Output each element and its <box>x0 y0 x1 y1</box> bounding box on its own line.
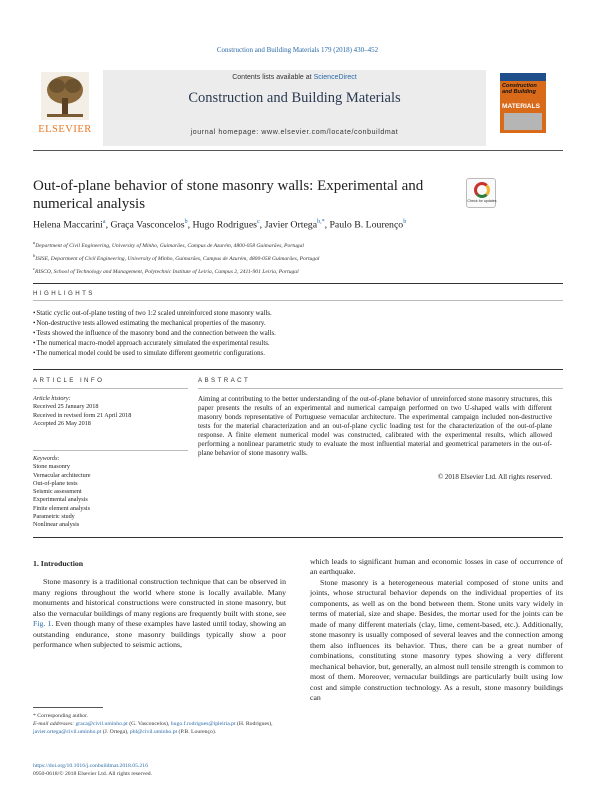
affiliation <box>33 238 553 251</box>
keyword: Experimental analysis <box>33 496 88 504</box>
keyword: Out-of-plane tests <box>33 479 78 487</box>
cover-title-line-1: Construction <box>502 83 537 89</box>
affiliation-marker: a <box>33 240 36 245</box>
author-name[interactable]: Paulo B. Lourenço <box>329 219 404 231</box>
elsevier-logo <box>33 70 97 146</box>
masthead <box>33 70 563 148</box>
check-for-updates-badge[interactable] <box>466 178 496 208</box>
author-affiliation-marker[interactable]: b <box>184 219 188 225</box>
keywords-rule <box>33 450 188 451</box>
abstract-text: Aiming at contributing to the better understanding of the out-of-plane behavior of unreinforced stone masonry structures, this paper presents the results of an experimental and numerical campaign performed on two U-shaped walls with different masonry bonds representative of Portuguese vernacular architecture. The experimental campaign included non-destructive tests for the material characterization and an out-of-plane cyclic loading test for the characterization of the out-of-plane response. A finite element numerical model was constructed, calibrated with the experimental results, which allowed performing a nonlinear parametric study to evaluate the most influential material and geometrical parameters in the out-of-plane behavior of stone masonry walls. <box>198 395 552 457</box>
keywords-label: Keywords: <box>33 455 60 462</box>
affiliation <box>33 251 553 264</box>
affiliations <box>33 238 553 277</box>
footnote-rule <box>33 707 103 708</box>
cover-title-line-2: and Building <box>502 89 536 96</box>
email-link[interactable]: hugo.f.rodrigues@ipleiria.pt <box>170 721 236 728</box>
highlight-item: • Non-destructive tests allowed estimating the mechanical properties of the masonry. <box>33 319 553 329</box>
introduction-heading: 1. Introduction <box>33 559 84 568</box>
body-column-left <box>33 559 286 651</box>
section-divider <box>33 283 563 284</box>
email-owner: (P.B. Lourenço). <box>177 729 217 736</box>
highlights-heading: HIGHLIGHTS <box>33 290 95 297</box>
doi-block <box>33 762 286 778</box>
email-label: E-mail addresses: <box>33 721 75 728</box>
affiliation-marker: c <box>33 265 35 271</box>
footnotes <box>33 712 286 737</box>
body-paragraph: Stone masonry is a heterogeneous material composed of stone units and joints, whose structural behavior depends on the individual properties of its components, as well as on the bond between them. Stone units vary widely in terms of material, size and shape. Besides, the mortar used for the joints can be made of many different materials (clay, lime, cement-based, etc.). Additionally, stone masonry is usually composed of several leaves and the connection among them also influences its behavior. Thus, there can be a great number of combinations, constituting stone masonry types showing a very different mechanical behavior, but, generally, an almost null tensile strength is common to most of them. Moreover, vernacular buildings are particularly built using low cost and simple construction technology. As a result, stone masonry buildings can <box>310 577 563 703</box>
affiliation-marker: b <box>33 252 36 258</box>
cover-title-big: MATERIALS <box>502 103 540 110</box>
section-divider <box>33 537 563 538</box>
email-owner: (H. Rodrigues), <box>235 721 273 728</box>
keyword: Vernacular architecture <box>33 471 91 479</box>
masthead-divider <box>33 150 563 151</box>
affiliation-text: RISCO, School of Technology and Management, Polytechnic Institute of Leiria, Campus 2, 2411-901 Leiria, Portugal <box>35 268 299 275</box>
body-text: . Even though many of these examples have lasted until today, showing an outstanding endurance, stone masonry buildings typically show a poor performance when subjected to seismic actions, <box>33 619 286 650</box>
highlight-item: • The numerical model could be used to simulate different geometric configurations. <box>33 349 553 359</box>
highlights-list <box>33 309 553 359</box>
keyword: Nonlinear analysis <box>33 521 80 529</box>
highlight-item: • The numerical macro-model approach accurately simulated the experimental results. <box>33 339 553 349</box>
masthead-band <box>103 70 486 146</box>
contents-line <box>103 74 486 81</box>
history-entry: Received in revised form 21 April 2018 <box>33 411 132 419</box>
homepage-prefix: journal homepage: <box>190 129 262 136</box>
author-affiliation-marker[interactable]: a <box>102 219 106 225</box>
journal-reference[interactable]: Construction and Building Materials 179 (2018) 430–452 <box>216 46 379 54</box>
email-link[interactable]: graca@civil.uminho.pt <box>75 721 128 728</box>
article-info-heading: ARTICLE INFO <box>33 377 105 384</box>
abstract-rule <box>198 388 563 389</box>
email-addresses <box>33 720 286 736</box>
author-affiliation-marker[interactable]: c <box>256 219 260 225</box>
elsevier-wordmark: ELSEVIER <box>38 124 92 135</box>
author-name[interactable]: Hugo Rodrigues <box>192 219 257 231</box>
cover-image <box>504 113 542 130</box>
keywords <box>33 455 188 530</box>
article-info-rule <box>33 388 188 389</box>
section-divider <box>33 369 563 370</box>
author-name[interactable]: Helena Maccarini <box>33 219 103 231</box>
check-updates-label: Check for updates <box>467 199 497 203</box>
body-column-right <box>310 557 563 704</box>
keyword: Stone masonry <box>33 463 70 471</box>
highlights-rule <box>33 300 563 301</box>
keyword: Seismic assessment <box>33 488 82 496</box>
elsevier-tree-icon <box>41 72 89 120</box>
email-owner: (G. Vasconcelos), <box>127 721 171 728</box>
contents-prefix: Contents lists available at <box>232 74 314 81</box>
author-list: Helena Maccarini$^a$, Graça Vasconcelos$^b$, Hugo Rodrigues$^c$, Javier Ortega$^{b,*}$, Paulo B. Lourenço$^b$ <box>33 219 407 231</box>
copyright: © 2018 Elsevier Ltd. All rights reserved. <box>437 473 552 481</box>
article-history <box>33 395 188 429</box>
author-affiliation-marker[interactable]: b,* <box>317 219 325 225</box>
issn-line: 0950-0618/© 2018 Elsevier Ltd. All rights reserved. <box>33 771 152 777</box>
cover-top-bar <box>500 73 546 81</box>
doi-link[interactable]: https://doi.org/10.1016/j.conbuildmat.2018.05.216 <box>33 763 148 769</box>
journal-title: Construction and Building Materials <box>188 90 401 106</box>
corresponding-author-note: * Corresponding author. <box>33 713 89 719</box>
abstract-heading: ABSTRACT <box>198 377 251 384</box>
check-updates-icon <box>474 182 490 198</box>
journal-cover[interactable] <box>500 73 546 133</box>
affiliation-text: Department of Civil Engineering, University of Minho, Guimarães, Campus de Azurém, 4800-058 Guimarães, Portugal <box>35 242 304 249</box>
highlight-item: • Static cyclic out-of-plane testing of two 1:2 scaled unreinforced stone masonry walls. <box>33 309 553 319</box>
history-entry: Received 25 January 2018 <box>33 403 99 411</box>
affiliation-text: ISISE, Department of Civil Engineering, University of Minho, Guimarães, Campus de Azurém, 4800-058 Guimarães, Portugal <box>35 255 320 262</box>
email-link[interactable]: pbl@civil.uminho.pt <box>129 729 178 736</box>
keyword: Finite element analysis <box>33 504 91 512</box>
journal-homepage <box>103 129 486 136</box>
history-label: Article history: <box>33 395 71 402</box>
highlight-item: • Tests showed the influence of the masonry bond and the connection between the walls. <box>33 329 553 339</box>
cover-title <box>502 83 544 96</box>
sciencedirect-link[interactable]: ScienceDirect <box>313 74 357 81</box>
body-text: Stone masonry is a traditional construction technique that can be observed in many regions throughout the world where stone is locally available. Many monuments and historical constructions were constructed in stone masonry, but also the vernacular buildings of many regions are frequently built with stone, see <box>33 577 286 618</box>
email-owner: (J. Ortega), <box>101 729 130 736</box>
keyword: Parametric study <box>33 513 75 521</box>
email-link[interactable]: javier.ortega@civil.uminho.pt <box>33 729 102 736</box>
history-entry: Accepted 26 May 2018 <box>33 420 91 428</box>
figure-link[interactable]: Fig. 1 <box>33 619 52 629</box>
author-name[interactable]: Graça Vasconcelos <box>110 219 185 231</box>
body-paragraph <box>33 577 286 650</box>
body-paragraph: which leads to significant human and economic losses in case of occurrence of an earthquake. <box>310 557 563 577</box>
article-title: Out-of-plane behavior of stone masonry walls: Experimental and numerical analysis <box>33 178 424 212</box>
homepage-link[interactable]: www.elsevier.com/locate/conbuildmat <box>261 129 399 136</box>
author-name[interactable]: Javier Ortega <box>264 219 318 231</box>
affiliation <box>33 264 553 277</box>
author-affiliation-marker[interactable]: b <box>403 219 407 225</box>
